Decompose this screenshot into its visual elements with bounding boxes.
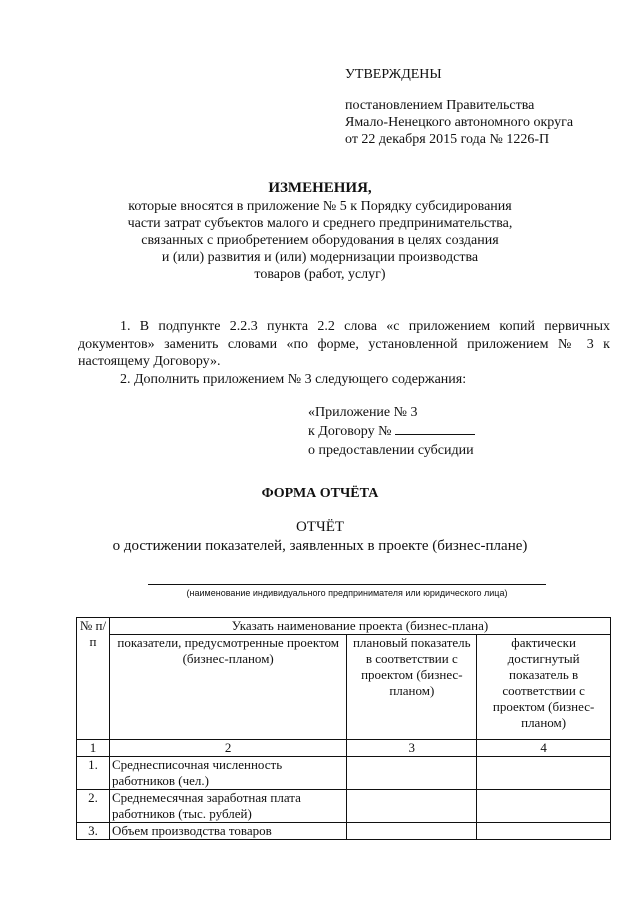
row-actual [477,823,611,840]
column-number-cell: 3 [347,740,477,757]
table-row [77,790,611,823]
table-row [77,757,611,790]
changes-line: которые вносятся в приложение № 5 к Порядку субсидирования [128,199,512,214]
column-number-cell: 1 [77,740,110,757]
header-cell-indicators: показатели, предусмотренные проектом (бизнес-планом) [109,635,346,740]
row-planned [347,823,477,840]
report-subtitle: о достижении показателей, заявленных в проекте (бизнес-плане) [112,538,528,554]
form-title: ФОРМА ОТЧЁТА [261,486,379,501]
row-actual [477,757,611,790]
approval-line: Ямало-Ненецкого автономного округа [345,115,574,130]
changes-line: связанных с приобретением оборудования в целях создания [141,233,499,248]
body-text [78,318,610,388]
changes-line: и (или) развития и (или) модернизации производства [161,250,479,265]
entrepreneur-name-line [148,584,546,585]
approval-heading: УТВЕРЖДЕНЫ [345,67,442,82]
appendix-block [308,403,548,460]
row-actual [477,790,611,823]
approval-line: постановлением Правительства [345,98,535,113]
changes-line: части затрат субъектов малого и среднего предпринимательства, [127,216,513,231]
row-indicator: Среднемесячная заработная плата работников (тыс. рублей) [109,790,346,823]
column-number-cell: 2 [109,740,346,757]
appendix-line-1: «Приложение № 3 [308,405,418,420]
row-number: 3. [77,823,110,840]
row-number: 2. [77,790,110,823]
entrepreneur-name-caption: (наименование индивидуального предпринимателя или юридического лица) [186,588,508,598]
changes-title-block [100,180,540,283]
appendix-contract-label: к Договору № [308,424,392,439]
report-title-block [100,518,540,556]
approval-line: от 22 декабря 2015 года № 1226-П [345,132,550,147]
table-row [77,823,611,840]
changes-heading: ИЗМЕНЕНИЯ, [268,180,372,196]
row-indicator: Среднесписочная численность работников (чел.) [109,757,346,790]
header-cell-number: № п/п [77,618,110,740]
approval-block [345,66,605,148]
row-planned [347,790,477,823]
appendix-line-3: о предоставлении субсидии [308,443,474,458]
header-cell-actual: фактически достигнутый показатель в соответствии с проектом (бизнес-планом) [477,635,611,740]
report-title: ОТЧЁТ [295,519,345,535]
column-number-cell: 4 [477,740,611,757]
row-number: 1. [77,757,110,790]
header-cell-planned: плановый показатель в соответствии с проектом (бизнес-планом) [347,635,477,740]
changes-line: товаров (работ, услуг) [254,267,386,282]
row-indicator: Объем производства товаров [109,823,346,840]
row-planned [347,757,477,790]
contract-number-blank [395,422,475,435]
header-cell-project: Указать наименование проекта (бизнес-плана) [109,618,610,635]
paragraph-2: 2. Дополнить приложением № 3 следующего содержания: [120,371,467,387]
appendix-line-2 [308,422,548,441]
paragraph-1: 1. В подпункте 2.2.3 пункта 2.2 слова «с приложением копий первичных документов» заменить словами «по форме, установленной приложением № 3 к настоящему Договору». [78,319,610,369]
report-table [76,617,611,840]
